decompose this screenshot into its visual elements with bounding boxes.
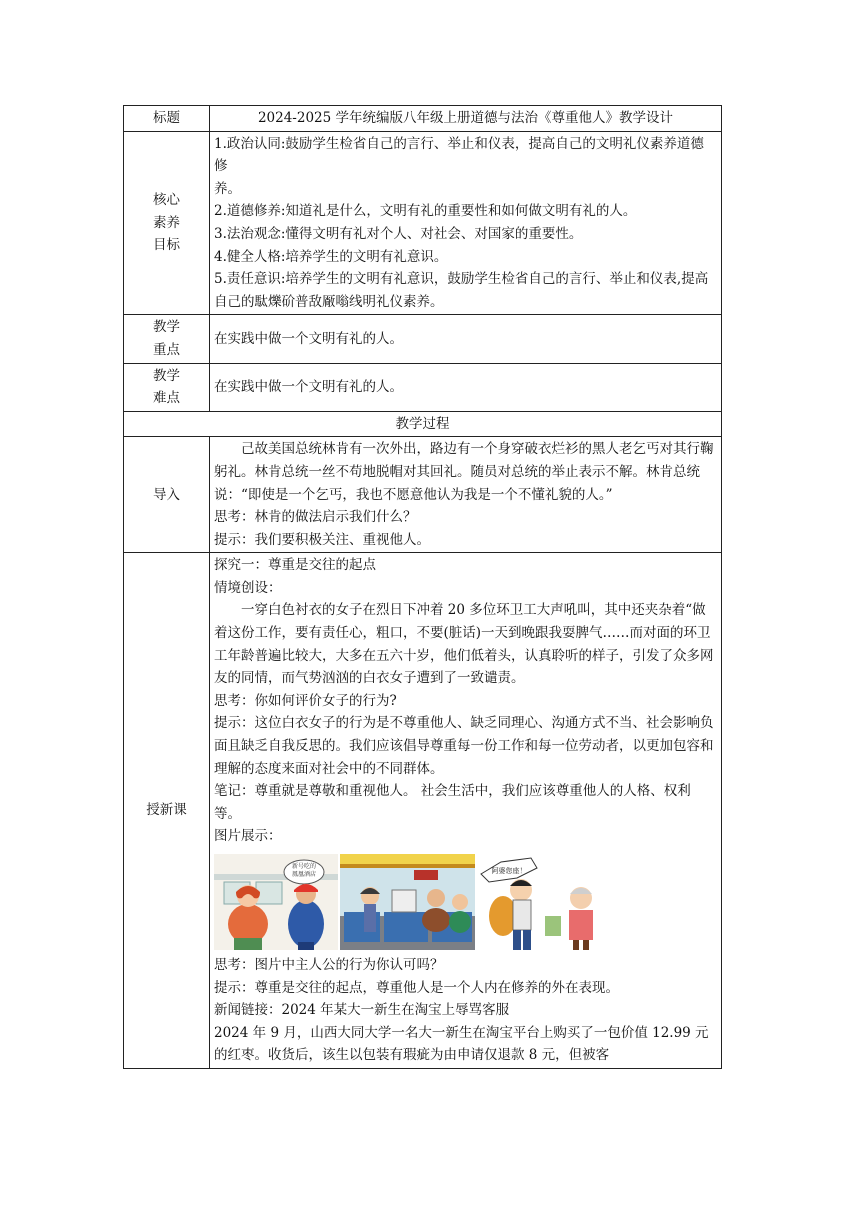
goal-item: 5.责任意识:培养学生的文明有礼意识，鼓励学生检省自己的言行、举止和仪表,提高自己的駄爍砎普敌厰嗡线明礼仪素养。: [214, 271, 709, 310]
cartoon-giving-seat-image: [477, 854, 605, 950]
difficult-point-value: 在实践中做一个文明有礼的人。: [210, 363, 722, 411]
scene-heading: 情境创设：: [214, 579, 282, 596]
scene-text: 一穿白色衬衣的女子在烈日下冲着 20 多位环卫工大声吼叫，其中还夹杂着“做着这份工作，要有责任心，粗口，不要(脏话)一天到晚跟我耍脾气……而对面的环卫工年龄普遍比较大，大多在五六十岁，他们低着头，认真聆听的样子，引发了众多网友的同情，而气势汹汹的白衣女子遭到了一致谴责。: [214, 602, 714, 687]
goal-item: 1.政治认同:鼓励学生检省自己的言行、举止和仪表，提高自己的文明礼仪素养道德修: [214, 135, 704, 175]
intro-row: [124, 437, 722, 553]
news-heading: 新闻链接：2024 年某大一新生在淘宝上辱骂客服: [214, 1002, 510, 1019]
hint-2: 提示：尊重是交往的起点，尊重他人是一个人内在修养的外在表现。: [214, 979, 619, 996]
key-point-value: 在实践中做一个文明有礼的人。: [210, 315, 722, 363]
core-goals-row: [124, 131, 722, 315]
goal-item: 养。: [214, 180, 241, 197]
think-1: 思考：你如何评价女子的行为?: [214, 692, 397, 709]
intro-story: 己故美国总统林肯有一次外出，路边有一个身穿破衣烂衫的黑人老乞丐对其行鞠躬礼。林肯总统一丝不苟地脱帽对其回礼。随员对总统的举止表示不解。林肯总统说：“即使是一个乞丐，我也不愿意他认为我是一个不懂礼貌的人。”: [214, 441, 714, 503]
hint-1: 提示：这位白衣女子的行为是不尊重他人、缺乏同理心、沟通方式不当、社会影响负面且缺乏自我反思的。我们应该倡导尊重每一份工作和每一位劳动者，以更加包容和理解的态度来面对社会中的不同群体。: [214, 715, 714, 777]
bubble-text: 阿婆您座！: [491, 867, 527, 875]
core-goals-label: 核心 素养 目标: [124, 131, 210, 315]
goal-item: 3.法治观念:懂得文明有礼对个人、对社会、对国家的重要性。: [214, 225, 583, 242]
lesson-plan-table: [123, 105, 722, 1069]
explore-heading: 探究一：尊重是交往的起点: [214, 557, 376, 574]
intro-content: [210, 437, 722, 553]
cartoon-shouting-image: [214, 854, 338, 950]
news-text: 2024 年 9 月，山西大同大学一名大一新生在淘宝平台上购买了一包价值 12.99 元的红枣。收货后，该生以包装有瑕疵为由申请仅退款 8 元，但被客: [214, 1024, 709, 1064]
bubble-line-1: 新号吃的鳳凰酒店: [291, 863, 317, 878]
difficult-point-label: 教学 难点: [124, 363, 210, 411]
cartoon-bus-image: [340, 854, 475, 950]
pictures-heading: 图片展示：: [214, 828, 282, 845]
intro-think: 思考：林肯的做法启示我们什么？: [214, 509, 417, 526]
title-row: [124, 106, 722, 132]
goal-item: 4.健全人格:培养学生的文明有礼意识。: [214, 248, 448, 265]
cartoon-strip: [214, 854, 717, 950]
new-lesson-content: [210, 553, 722, 1069]
process-header-row: [124, 411, 722, 437]
think-2: 思考：图片中主人公的行为你认可吗？: [214, 957, 444, 973]
note: 笔记：尊重就是尊敬和重视他人。 社会生活中，我们应该尊重他人的人格、权利等。: [214, 783, 691, 822]
title-value: 2024-2025 学年统编版八年级上册道德与法治《尊重他人》教学设计: [210, 106, 722, 132]
goal-item: 2.道德修养:知道礼是什么，文明有礼的重要性和如何做文明有礼的人。: [214, 203, 637, 220]
new-lesson-row: [124, 553, 722, 1069]
core-goals-content: [210, 131, 722, 315]
difficult-point-row: [124, 363, 722, 411]
key-point-row: [124, 315, 722, 363]
new-lesson-label: 授新课: [124, 553, 210, 1069]
intro-hint: 提示：我们要积极关注、重视他人。: [214, 531, 430, 548]
intro-label: 导入: [124, 437, 210, 553]
title-label: 标题: [124, 106, 210, 132]
process-header: 教学过程: [124, 411, 722, 437]
key-point-label: 教学 重点: [124, 315, 210, 363]
